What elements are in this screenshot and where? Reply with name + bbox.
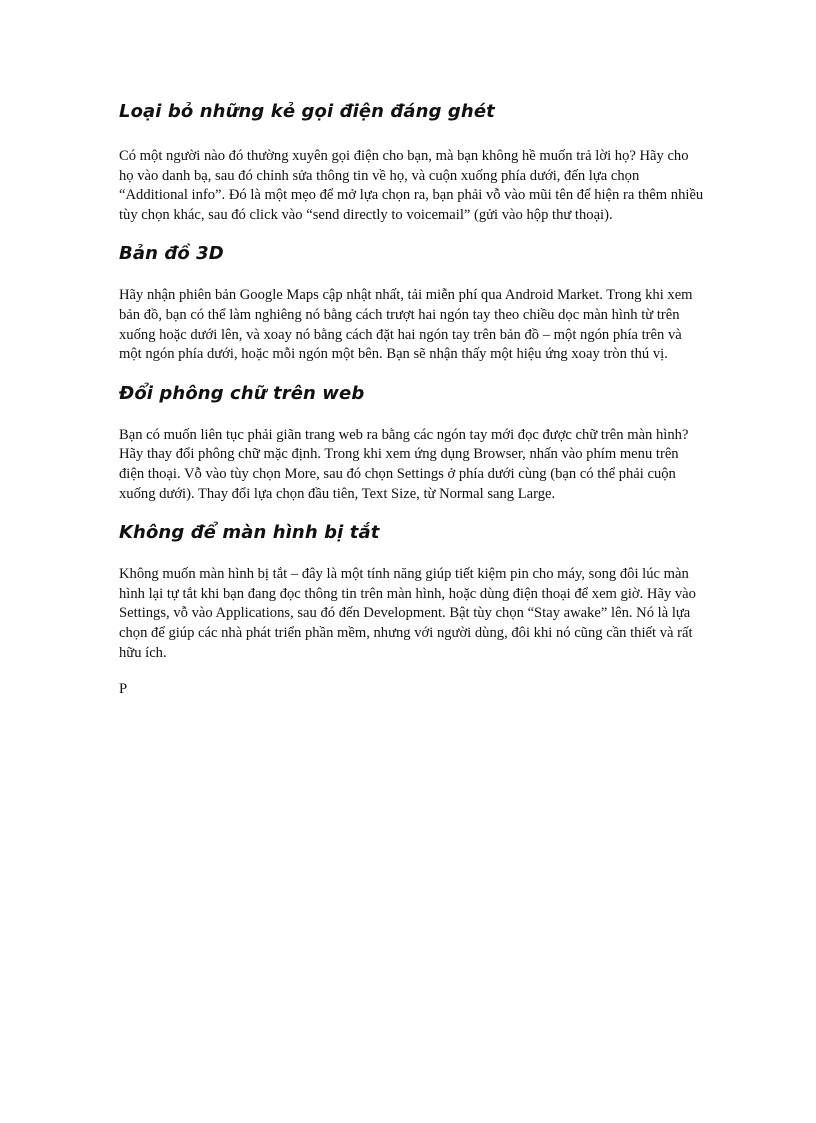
section-paragraph: Bạn có muốn liên tục phải giãn trang web ra bằng các ngón tay mới đọc được chữ trên màn hình? Hãy thay đổi phông chữ mặc định. Trong khi xem ứng dụng Browser, nhấn vào phím menu trên điện thoại. Vỗ vào tùy chọn More, sau đó chọn Settings ở phía dưới cùng (bạn có thể phải cuộn xuống dưới). Thay đổi lựa chọn đầu tiên, Text Size, từ Normal sang Large.: [119, 426, 689, 502]
section-paragraph: Không muốn màn hình bị tắt – đây là một tính năng giúp tiết kiệm pin cho máy, song đôi lúc màn hình lại tự tắt khi bạn đang đọc thông tin trên màn hình, hoặc dùng điện thoại để xem giờ. Hãy vào Settings, vỗ vào Applications, sau đó đến Development. Bật tùy chọn “Stay awake” lên. Nó là lựa chọn để giúp các nhà phát triển phần mềm, nhưng với người dùng, đôi khi nó cũng cần thiết và rất hữu ích.: [119, 566, 696, 661]
section-web-font: [119, 382, 704, 504]
section-heading: Không để màn hình bị tắt: [119, 522, 380, 544]
section-paragraph: Hãy nhận phiên bản Google Maps cập nhật nhất, tải miễn phí qua Android Market. Trong khi xem bản đồ, bạn có thể làm nghiêng nó bằng cách trượt hai ngón tay theo chiều dọc màn hình từ trên xuống hoặc dưới lên, và xoay nó bằng cách đặt hai ngón tay trên bản đồ – một ngón phía trên và một ngón phía dưới, hoặc mỗi ngón một bên. Bạn sẽ nhận thấy một hiệu ứng xoay tròn thú vị.: [119, 287, 693, 363]
document-page: [119, 100, 704, 700]
section-heading: Loại bỏ những kẻ gọi điện đáng ghét: [119, 101, 495, 122]
section-3d-maps: [119, 242, 704, 364]
section-paragraph: Có một người nào đó thường xuyên gọi điện cho bạn, mà bạn không hề muốn trả lời họ? Hãy cho họ vào danh bạ, sau đó chỉnh sửa thông tin về họ, và cuộn xuống phía dưới, đến lựa chọn “Additional info”. Đó là một mẹo để mở lựa chọn ra, bạn phải vỗ vào mũi tên để hiện ra thêm nhiều tùy chọn khác, sau đó click vào “send directly to voicemail” (gửi vào hộp thư thoại).: [119, 148, 704, 223]
section-annoying-callers: [119, 100, 704, 225]
section-stay-awake: [119, 521, 704, 663]
trailing-text: P: [119, 681, 128, 698]
section-heading: Đổi phông chữ trên web: [119, 382, 365, 404]
section-heading: Bản đồ 3D: [119, 243, 224, 265]
